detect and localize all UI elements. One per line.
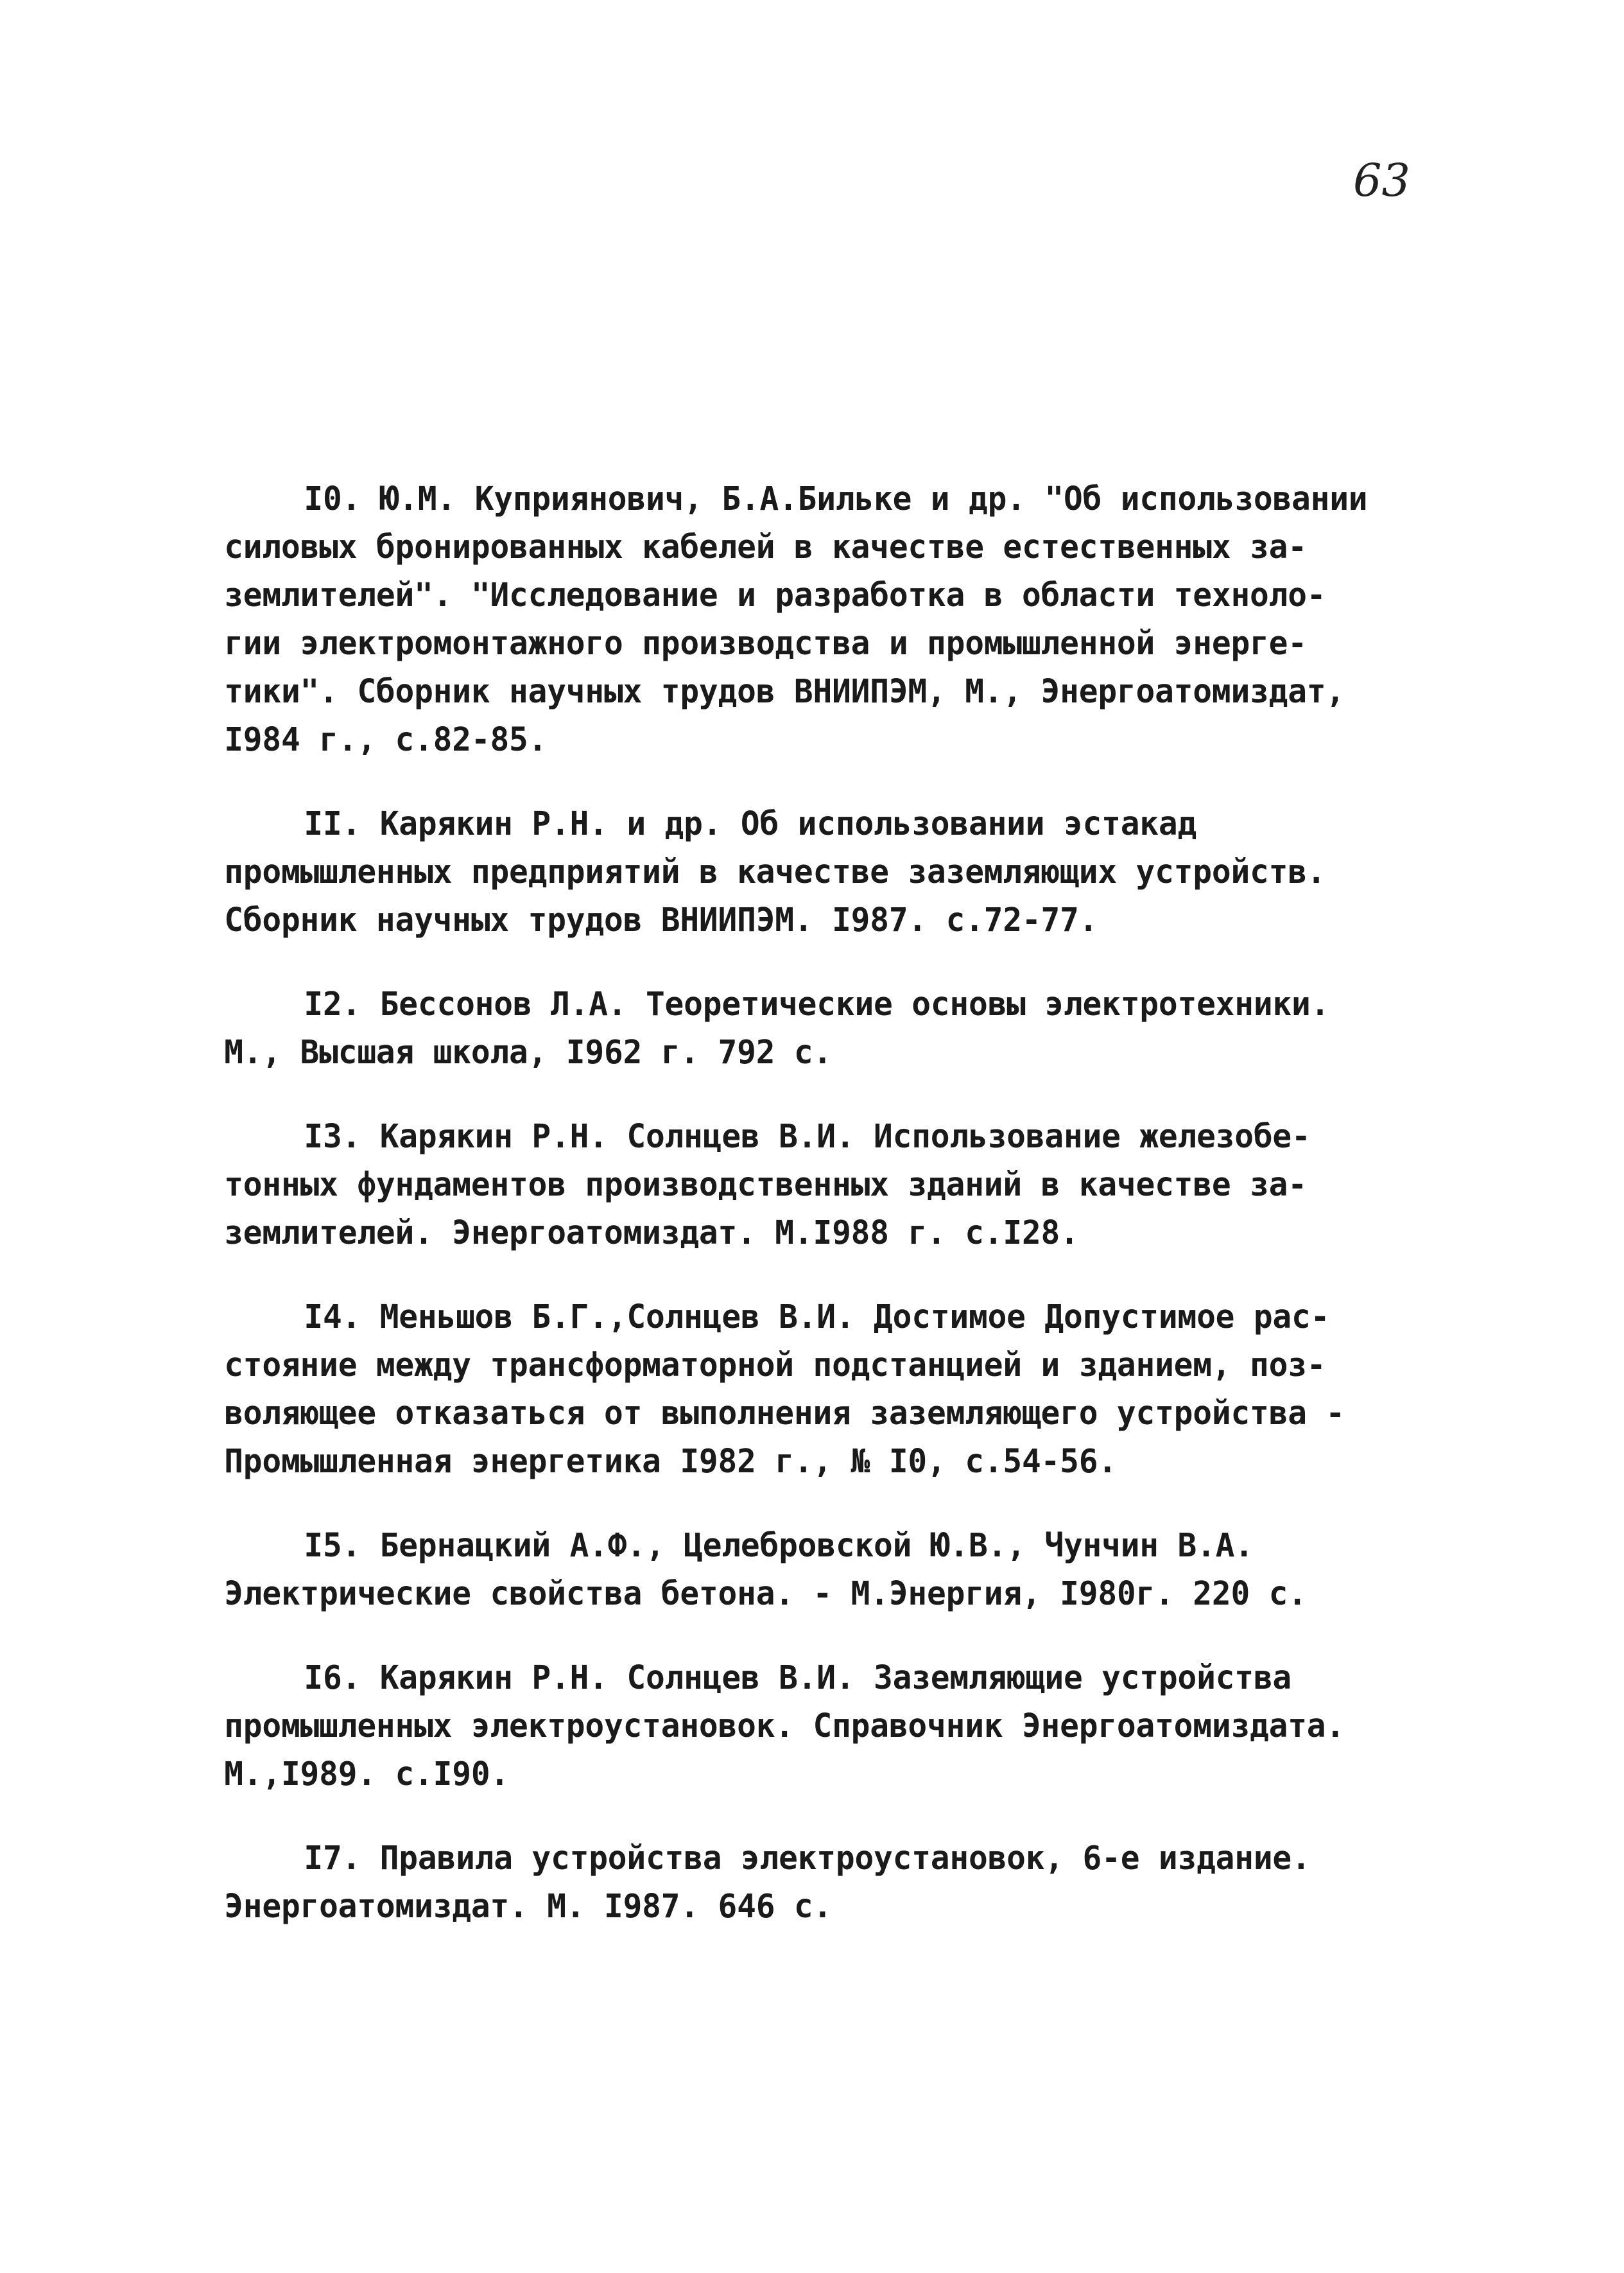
reference-line: М., Высшая школа, I962 г. 792 с. bbox=[224, 1034, 833, 1072]
reference-17 bbox=[0, 1834, 1624, 1931]
reference-line: гии электромонтажного производства и промышленной энерге- bbox=[224, 625, 1307, 663]
reference-line: I5. Бернацкий А.Ф., Целебровской Ю.В., Чунчин В.А. bbox=[304, 1527, 1254, 1565]
reference-line: тонных фундаментов производственных зданий в качестве за- bbox=[224, 1166, 1307, 1204]
reference-line: II. Карякин Р.Н. и др. Об использовании эстакад bbox=[304, 805, 1197, 843]
reference-line: тики". Сборник научных трудов ВНИИПЭМ, М., Энергоатомиздат, bbox=[224, 673, 1345, 711]
reference-line: I984 г., с.82-85. bbox=[224, 721, 548, 759]
reference-12 bbox=[0, 980, 1624, 1077]
reference-line: промышленных предприятий в качестве заземляющих устройств. bbox=[224, 853, 1326, 891]
reference-line: промышленных электроустановок. Справочник Энергоатомиздата. bbox=[224, 1707, 1345, 1745]
reference-line: силовых бронированных кабелей в качестве естественных за- bbox=[224, 528, 1307, 566]
reference-line: I4. Меньшов Б.Г.,Солнцев В.И. Достимое Допустимое рас- bbox=[304, 1298, 1330, 1336]
references-list bbox=[0, 475, 1624, 1967]
reference-line: I7. Правила устройства электроустановок, 6-е издание. bbox=[304, 1840, 1311, 1877]
reference-16 bbox=[0, 1654, 1624, 1798]
reference-line: М.,I989. с.I90. bbox=[224, 1755, 510, 1793]
reference-line: Электрические свойства бетона. - М.Энергия, I980г. 220 с. bbox=[224, 1575, 1307, 1613]
reference-11 bbox=[0, 800, 1624, 945]
reference-line: Промышленная энергетика I982 г., № I0, с.54-56. bbox=[224, 1443, 1117, 1481]
page-number: 63 bbox=[1353, 154, 1411, 207]
reference-line: I3. Карякин Р.Н. Солнцев В.И. Использование железобе- bbox=[304, 1118, 1311, 1156]
reference-15 bbox=[0, 1522, 1624, 1618]
reference-line: землителей". "Исследование и разработка в области техноло- bbox=[224, 577, 1326, 614]
reference-14 bbox=[0, 1293, 1624, 1486]
reference-line: I0. Ю.М. Куприянович, Б.А.Бильке и др. "Об использовании bbox=[304, 480, 1368, 518]
reference-line: воляющее отказаться от выполнения заземляющего устройства - bbox=[224, 1395, 1345, 1433]
reference-line: Энергоатомиздат. М. I987. 646 с. bbox=[224, 1888, 833, 1926]
reference-line: Сборник научных трудов ВНИИПЭМ. I987. с.72-77. bbox=[224, 901, 1098, 939]
reference-13 bbox=[0, 1113, 1624, 1257]
reference-line: стояние между трансформаторной подстанцией и зданием, поз- bbox=[224, 1346, 1326, 1384]
reference-10 bbox=[0, 475, 1624, 764]
reference-line: I6. Карякин Р.Н. Солнцев В.И. Заземляющие устройства bbox=[304, 1659, 1292, 1697]
reference-line: землителей. Энергоатомиздат. М.I988 г. с.I28. bbox=[224, 1214, 1079, 1252]
reference-line: I2. Бессонов Л.А. Теоретические основы электротехники. bbox=[304, 986, 1330, 1023]
